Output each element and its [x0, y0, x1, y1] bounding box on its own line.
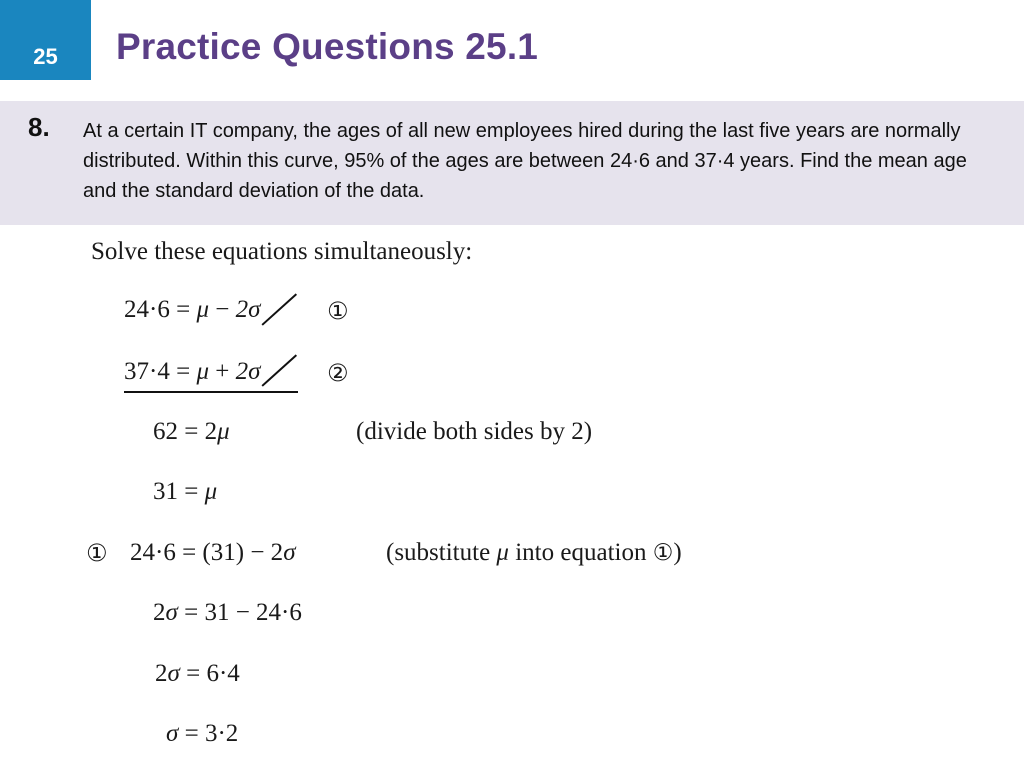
step-1: 62 = 2μ	[153, 418, 230, 445]
chapter-number: 25	[33, 44, 58, 69]
sum-line	[124, 391, 298, 393]
question-text: At a certain IT company, the ages of all new employees hired during the last five years are normally distributed. Within this curve, 95% of the ages are between 24·6 and 37·4 years. Find the mean age and the standard deviation of the data.	[83, 120, 967, 202]
two-sigma-term: 2σ	[235, 358, 261, 385]
equation-2: 37·4 = μ + 2σ	[124, 358, 261, 385]
step-6: σ = 3·2	[166, 720, 239, 747]
cancel-strike-2	[261, 354, 296, 386]
equation-label-2: ②	[327, 359, 349, 387]
two-sigma-term: 2σ	[235, 296, 261, 323]
step-3-label: ①	[86, 539, 108, 567]
step-4: 2σ = 31 − 24·6	[153, 599, 302, 626]
equation-label-1: ①	[327, 297, 349, 325]
solution-intro: Solve these equations simultaneously:	[91, 238, 473, 265]
chapter-number-badge	[0, 0, 91, 80]
step-2: 31 = μ	[153, 478, 218, 505]
step-1-note: (divide both sides by 2)	[356, 418, 593, 445]
question-number: 8.	[28, 112, 50, 142]
equation-1: 24·6 = μ − 2σ	[124, 296, 261, 323]
page-title: Practice Questions 25.1	[116, 26, 539, 67]
step-5: 2σ = 6·4	[155, 660, 240, 687]
step-3-note: (substitute μ into equation ①)	[386, 539, 682, 566]
step-3: 24·6 = (31) − 2σ	[130, 539, 296, 566]
cancel-strike-1	[261, 293, 296, 325]
